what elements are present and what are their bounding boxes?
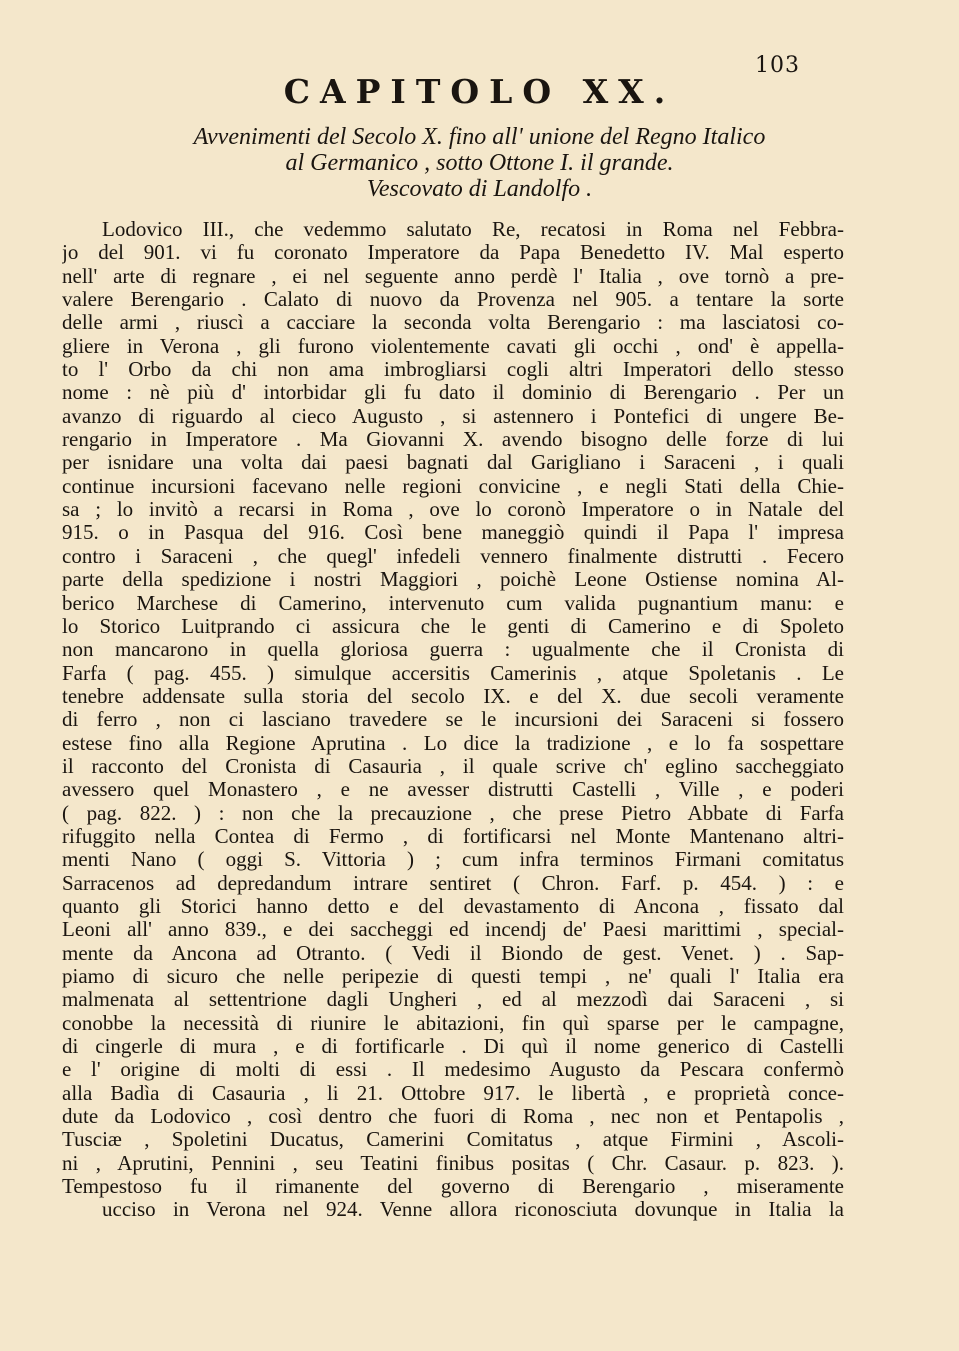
- text-line: avanzo di riguardo al cieco Augusto , si astennero i Pontefici di ungere Be-: [62, 404, 844, 428]
- text-line: avessero quel Monastero , e ne avesser distrutti Castelli , Ville , e poderi: [62, 778, 844, 802]
- text-line: sa ; lo invitò a recarsi in Roma , ove lo coronò Imperatore o in Natale del: [62, 498, 844, 522]
- text-line: piamo di sicuro che nelle peripezie di questi tempi , ne' quali l' Italia era: [62, 965, 844, 988]
- text-line: berico Marchese di Camerino, intervenuto cum valida pugnantium manu: e: [62, 591, 844, 615]
- text-line: delle armi , riuscì a cacciare la seconda volta Berengario : ma lasciatosi co-: [62, 311, 844, 335]
- text-line: il racconto del Cronista di Casauria , il quale scrive ch' eglino saccheggiato: [62, 754, 844, 778]
- text-line: ni , Aprutini, Pennini , seu Teatini finibus positas ( Chr. Casaur. p. 823. ).: [62, 1151, 844, 1175]
- page-number: 103: [755, 53, 800, 78]
- text-line: rengario in Imperatore . Ma Giovanni X. avendo bisogno delle forze di lui: [62, 428, 844, 452]
- text-line: estese fino alla Regione Aprutina . Lo dice la tradizione , e lo fa sospettare: [62, 731, 844, 755]
- text-line: 915. o in Pasqua del 916. Così bene maneggiò quindi il Papa l' impresa: [62, 521, 844, 545]
- text-line: non mancarono in quella gloriosa guerra : ugualmente che il Cronista di: [62, 638, 844, 662]
- text-line: lo Storico Luitprando ci assicura che le genti di Camerino e di Spoleto: [62, 614, 844, 638]
- text-line: nome : nè più d' intorbidar gli fu dato il dominio di Berengario . Per un: [62, 381, 844, 405]
- text-line: alla Badìa di Casauria , li 21. Ottobre 917. le libertà , e proprietà conce-: [62, 1081, 844, 1105]
- text-line: gliere in Verona , gli furono violentemente cavati gli occhi , ond' è appella-: [62, 334, 844, 358]
- body-text: [62, 218, 844, 1222]
- text-line: conobbe la necessità di riunire le abitazioni, fin quì sparse per le campagne,: [62, 1011, 844, 1035]
- text-line: malmenata al settentrione dagli Ungheri , ed al mezzodì dai Saraceni , si: [62, 988, 844, 1012]
- text-line: Tempestoso fu il rimanente del governo di Berengario , miseramente: [62, 1175, 844, 1199]
- text-line: nell' arte di regnare , ei nel seguente anno perdè l' Italia , ove tornò a pre-: [62, 264, 844, 288]
- text-line: e l' origine di molti di essi . Il medesimo Augusto da Pescara confermò: [62, 1058, 844, 1082]
- text-line: Sarracenos ad depredandum intrare sentiret ( Chron. Farf. p. 454. ) : e: [62, 871, 844, 895]
- text-line: quanto gli Storici hanno detto e del devastamento di Ancona , fissato dal: [62, 894, 844, 918]
- text-line: ucciso in Verona nel 924. Venne allora riconosciuta dovunque in Italia la: [102, 1198, 844, 1222]
- text-line: di ferro , non ci lasciano travedere se le incursioni dei Saraceni si fossero: [62, 708, 844, 732]
- text-line: parte della spedizione i nostri Maggiori , poichè Leone Ostiense nomina Al-: [62, 568, 844, 592]
- text-line: rifuggito nella Contea di Fermo , di fortificarsi nel Monte Mantenano altri-: [62, 824, 844, 848]
- text-line: continue incursioni facevano nelle regioni convicine , e negli Stati della Chie-: [62, 474, 844, 498]
- text-line: di cingerle di mura , e di fortificarle . Di quì il nome generico di Castelli: [62, 1035, 844, 1059]
- chapter-title: CAPITOLO XX.: [283, 72, 676, 111]
- text-line: jo del 901. vi fu coronato Imperatore da Papa Benedetto IV. Mal esperto: [62, 241, 844, 265]
- text-line: valere Berengario . Calato di nuovo da Provenza nel 905. a tentare la sorte: [62, 288, 844, 312]
- text-line: Lodovico III., che vedemmo salutato Re, recatosi in Roma nel Febbra-: [102, 218, 844, 241]
- subtitle-line: Avvenimenti del Secolo X. fino all' unione del Regno Italico: [193, 124, 766, 150]
- text-line: ( pag. 822. ) : non che la precauzione , che prese Pietro Abbate di Farfa: [62, 801, 844, 825]
- chapter-subtitle: [0, 124, 959, 202]
- text-line: to l' Orbo da chi non ama imbrogliarsi cogli altri Imperatori dello stesso: [62, 358, 844, 382]
- text-line: menti Nano ( oggi S. Vittoria ) ; cum infra terminos Firmani comitatus: [62, 848, 844, 872]
- text-line: tenebre addensate sulla storia del secolo IX. e del X. due secoli veramente: [62, 684, 844, 708]
- subtitle-line: Vescovato di Landolfo .: [366, 176, 593, 202]
- text-line: Farfa ( pag. 455. ) simulque accersitis Camerinis , atque Spoletanis . Le: [62, 661, 844, 685]
- text-line: mente da Ancona ad Otranto. ( Vedi il Biondo de gest. Venet. ) . Sap-: [62, 941, 844, 965]
- text-line: contro i Saraceni , che quegl' infedeli vennero finalmente distrutti . Fecero: [62, 544, 844, 568]
- subtitle-line: al Germanico , sotto Ottone I. il grande.: [285, 150, 674, 176]
- text-line: per isnidare una volta dai paesi bagnati dal Garigliano i Saraceni , i quali: [62, 451, 844, 475]
- text-line: Leoni all' anno 839., e dei saccheggi ed incendj de' Paesi marittimi , special-: [62, 918, 844, 942]
- text-line: Tusciæ , Spoletini Ducatus, Camerini Comitatus , atque Firmini , Ascoli-: [62, 1128, 844, 1152]
- text-line: dute da Lodovico , così dentro che fuori di Roma , nec non et Pentapolis ,: [62, 1105, 844, 1129]
